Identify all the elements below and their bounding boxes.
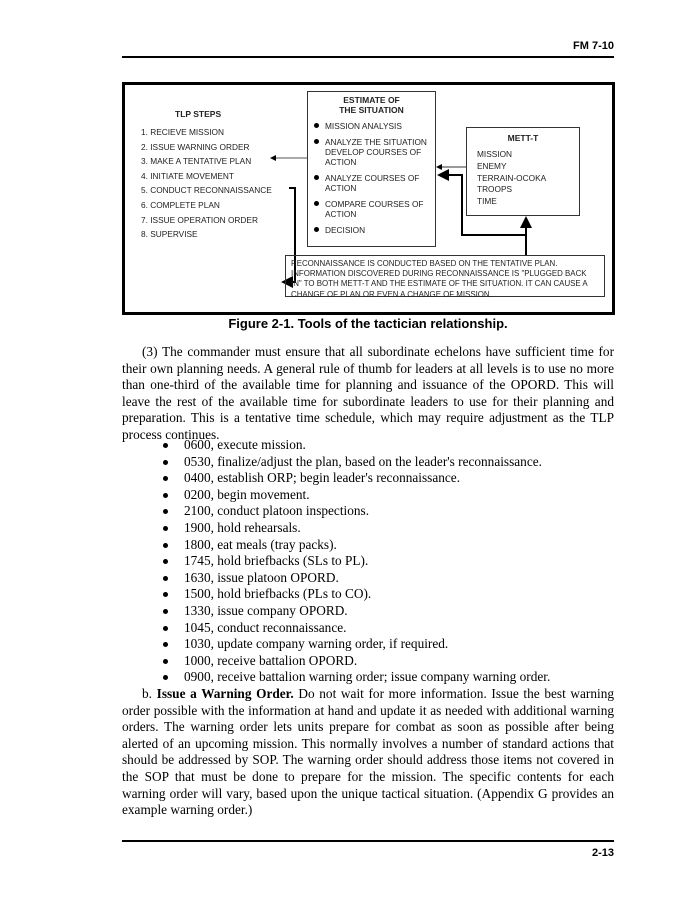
mett-t-box xyxy=(466,127,580,216)
mett-t-item: TERRAIN-OCOKA xyxy=(477,172,547,183)
schedule-item: 0900, receive battalion warning order; issue company warning order. xyxy=(163,669,550,686)
estimate-title-line1: ESTIMATE OF xyxy=(343,95,400,105)
schedule-item: 1330, issue company OPORD. xyxy=(163,603,550,620)
time-schedule-list xyxy=(163,437,550,686)
figure-caption: Figure 2-1. Tools of the tactician relationship. xyxy=(228,316,508,331)
paragraph-label: b. xyxy=(142,686,157,701)
schedule-item: 2100, conduct platoon inspections. xyxy=(163,503,550,520)
schedule-item: 1500, hold briefbacks (PLs to CO). xyxy=(163,586,550,603)
schedule-item: 1800, eat meals (tray packs). xyxy=(163,537,550,554)
mett-t-items xyxy=(477,149,579,208)
schedule-item: 0400, establish ORP; begin leader's reconnaissance. xyxy=(163,470,550,487)
tlp-step: 5. CONDUCT RECONNAISSANCE xyxy=(141,185,272,196)
estimate-item: MISSION ANALYSIS xyxy=(314,121,435,131)
estimate-item: ANALYZE COURSES OF ACTION xyxy=(314,173,435,193)
page-number: 2-13 xyxy=(591,847,614,859)
section-heading-warning-order: Issue a Warning Order. xyxy=(156,686,294,701)
figure-tools-of-tactician xyxy=(122,82,615,315)
reconnaissance-note-box: RECONNAISSANCE IS CONDUCTED BASED ON THE TENTATIVE PLAN. INFORMATION DISCOVERED DURING RECONNAISSANCE IS "PLUGGED BACK IN" TO BOTH METT-T AND THE ESTIMATE OF THE SITUATION. IT CAN CAUSE A CHANGE OF PLAN OR EVEN A CHANGE OF MISSION. xyxy=(285,255,605,297)
schedule-item: 1030, update company warning order, if required. xyxy=(163,636,550,653)
paragraph-warning-order xyxy=(122,686,614,819)
tlp-step: 1. RECIEVE MISSION xyxy=(141,127,224,137)
schedule-item: 1630, issue platoon OPORD. xyxy=(163,570,550,587)
paragraph-text: Do not wait for more information. Issue the best warning order possible with the information at hand and update it as needed with additional warning orders. The warning order lets units prepare for combat as soon as possible after being alerted of an upcoming mission. This normally involves a number of standard actions that should be addressed by SOP. The warning order should address those items not covered in the SOP that must be done to prepare for the mission. The specific contents for each warning order will vary, based upon the unique tactical situation. (Appendix G provides an example warning order.) xyxy=(122,686,615,818)
tlp-step: 2. ISSUE WARNING ORDER xyxy=(141,141,250,152)
paragraph-time-planning: (3) The commander must ensure that all subordinate echelons have sufficient time for their own planning needs. A general rule of thumb for leaders at all levels is to use no more than one-third of the available time for planning and issuance of the OPORD. This will leave the rest of the available time for subordinate leaders to use for their planning and preparation. This is a tentative time schedule, which may require adjustment as the TLP process continues. xyxy=(122,344,614,442)
header-rule xyxy=(122,56,614,58)
tlp-steps-title: TLP STEPS xyxy=(175,109,222,119)
tlp-steps-list xyxy=(141,125,272,242)
schedule-item: 0200, begin movement. xyxy=(163,487,550,504)
tlp-step: 6. COMPLETE PLAN xyxy=(141,199,220,210)
tlp-step: 3. MAKE A TENTATIVE PLAN xyxy=(141,156,252,167)
estimate-item: ANALYZE THE SITUATION DEVELOP COURSES OF ACTION xyxy=(314,137,435,167)
estimate-items xyxy=(314,121,435,235)
estimate-title-line2: THE SITUATION xyxy=(339,105,404,115)
schedule-item: 1745, hold briefbacks (SLs to PL). xyxy=(163,553,550,570)
estimate-item: COMPARE COURSES OF ACTION xyxy=(314,199,435,219)
tlp-step: 7. ISSUE OPERATION ORDER xyxy=(141,214,258,225)
schedule-item: 1000, receive battalion OPORD. xyxy=(163,653,550,670)
document-id: FM 7-10 xyxy=(573,40,614,52)
schedule-item: 1045, conduct reconnaissance. xyxy=(163,620,550,637)
mett-t-item: TIME xyxy=(477,196,497,207)
footer-rule xyxy=(122,840,614,842)
mett-t-item: ENEMY xyxy=(477,160,507,171)
mett-t-title: METT-T xyxy=(507,133,539,143)
schedule-item: 1900, hold rehearsals. xyxy=(163,520,550,537)
schedule-item: 0600, execute mission. xyxy=(163,437,550,454)
mett-t-item: TROOPS xyxy=(477,184,513,195)
estimate-title xyxy=(308,95,435,115)
estimate-item: DECISION xyxy=(314,225,435,235)
schedule-item: 0530, finalize/adjust the plan, based on the leader's reconnaissance. xyxy=(163,454,550,471)
tlp-step: 8. SUPERVISE xyxy=(141,229,198,240)
mett-t-item: MISSION xyxy=(477,149,513,159)
estimate-of-situation-box xyxy=(307,91,436,247)
tlp-step: 4. INITIATE MOVEMENT xyxy=(141,170,234,181)
